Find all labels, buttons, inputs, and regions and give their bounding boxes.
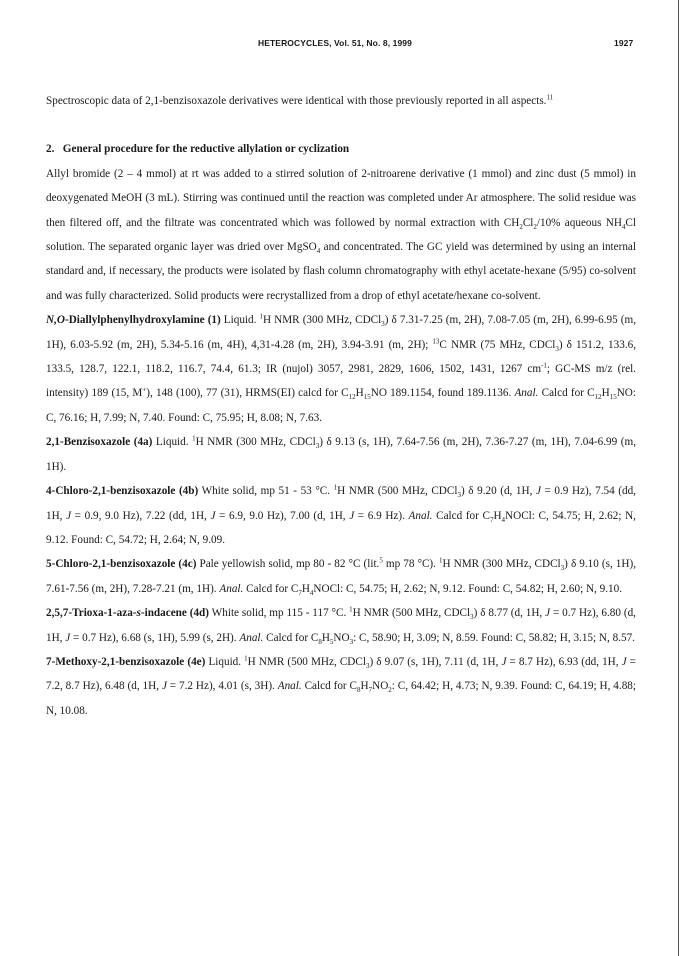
running-header	[0, 38, 683, 52]
compound-name: 4-Chloro-2,1-benzisoxazole (4b)	[46, 485, 199, 498]
compound-4d-entry: 2,5,7-Trioxa-1-aza-s-indacene (4d) White solid, mp 115 - 117 °C. $^1$H NMR (500 MHz, CDCl$_3$) δ 8.77 (d, 1H, J = 0.7 Hz), 6.80 (d, 1H, J = 0.7 Hz), 6.68 (s, 1H), 5.99 (s, 2H). Anal. Calcd for $C_8H_5NO_3$: C, 58.90; H, 3.09; N, 8.59. Found: C, 58.82; H, 3.15; N, 8.57.	[46, 605, 636, 646]
compound-name: 5-Chloro-2,1-benzisoxazole (4c)	[46, 558, 197, 571]
compound-name: N,O-Diallylphenylhydroxylamine (1)	[46, 314, 221, 327]
page-body	[46, 89, 636, 723]
compound-1-entry: N,O-Diallylphenylhydroxylamine (1) Liquid. $^1$H NMR (300 MHz, CDCl$_3$) δ 7.31-7.25 (m, 2H), 7.08-7.05 (m, 2H), 6.99-6.95 (m, 1H), 6.03-5.92 (m, 2H), 5.34-5.16 (m, 4H), 4,31-4.28 (m, 2H), 3.94-3.91 (m, 2H); $^{13}$C NMR (75 MHz, CDCl$_3$) δ 151.2, 133.6, 133.5, 128.7, 122.1, 118.2, 116.7, 74.4, 61.3; IR (nujol) 3057, 2981, 2829, 1606, 1502, 1431, 1267 $cm^{-1}$; GC-MS m/z (rel. intensity) 189 (15, M+), 148 (100), 77 (31), HRMS(EI) calcd for $C_{12}H_{15}NO$ 189.1154, found 189.1136. Anal. Calcd for $C_{12}H_{15}NO$: C, 76.16; H, 7.99; N, 7.40. Found: C, 75.95; H, 8.08; N, 7.63.	[46, 312, 637, 424]
compound-4c-entry: 5-Chloro-2,1-benzisoxazole (4c) Pale yellowish solid, mp 80 - 82 °C (lit.$^5$ mp 78 °C). $^1$H NMR (300 MHz, CDCl$_3$) δ 9.10 (s, 1H), 7.61-7.56 (m, 2H), 7.28-7.21 (m, 1H). Anal. Calcd for $C_7H_4NOCl$: C, 54.75; H, 2.62; N, 9.12. Found: C, 54.82; H, 2.60; N, 9.10.	[46, 556, 637, 597]
intro-paragraph: Spectroscopic data of 2,1-benzisoxazole derivatives were identical with those previously reported in all aspects.$^{11}$	[46, 93, 554, 107]
general-procedure-paragraph: Allyl bromide (2 – 4 mmol) at rt was added to a stirred solution of 2-nitroarene derivative (1 mmol) and zinc dust (5 mmol) in deoxygenated MeOH (3 mL). Stirring was continued until the reaction was completed under Ar atmosphere. The solid residue was then filtered off, and the filtrate was concentrated which was followed by normal extraction with $CH_2Cl_2/10\%$ aqueous $NH_4Cl$ solution. The separated organic layer was dried over MgSO$_4$ and concentrated. The GC yield was determined by using an internal standard and, if necessary, the products were isolated by flash column chromatography with ethyl acetate-hexane (5/95) co-solvent and was fully characterized. Solid products were recrystallized from a drop of ethyl acetate/hexane co-solvent.	[46, 167, 637, 302]
compound-name: 2,1-Benzisoxazole (4a)	[46, 436, 153, 449]
page-edge-rule	[678, 0, 679, 956]
compound-name: 2,5,7-Trioxa-1-aza-s-indacene (4d)	[46, 607, 210, 620]
page-number: 1927	[614, 38, 634, 48]
compound-name: 7-Methoxy-2,1-benzisoxazole (4e)	[46, 655, 206, 668]
compound-4b-entry: 4-Chloro-2,1-benzisoxazole (4b) White solid, mp 51 - 53 °C. $^1$H NMR (500 MHz, CDCl$_3$) δ 9.20 (d, 1H, J = 0.9 Hz), 7.54 (dd, 1H, J = 0.9, 9.0 Hz), 7.22 (dd, 1H, J = 6.9, 9.0 Hz), 7.00 (d, 1H, J = 6.9 Hz). Anal. Calcd for $C_7H_4NOCl$: C, 54.75; H, 2.62; N, 9.12. Found: C, 54.72; H, 2.64; N, 9.09.	[46, 483, 636, 546]
journal-citation: HETEROCYCLES, Vol. 51, No. 8, 1999	[258, 38, 412, 48]
compound-4e-entry: 7-Methoxy-2,1-benzisoxazole (4e) Liquid. $^1$H NMR (500 MHz, CDCl$_3$) δ 9.07 (s, 1H), 7.11 (d, 1H, J = 8.7 Hz), 6.93 (dd, 1H, J = 7.2, 8.7 Hz), 6.48 (d, 1H, J = 7.2 Hz), 4.01 (s, 3H). Anal. Calcd for $C_8H_7NO_2$: C, 64.42; H, 4.73; N, 9.39. Found: C, 64.19; H, 4.88; N, 10.08.	[46, 654, 636, 717]
reference-mark: 11	[546, 93, 554, 102]
section-heading: 2. General procedure for the reductive allylation or cyclization	[46, 143, 350, 156]
compound-4a-entry: 2,1-Benzisoxazole (4a) Liquid. $^1$H NMR (300 MHz, CDCl$_3$) δ 9.13 (s, 1H), 7.64-7.56 (m, 2H), 7.36-7.27 (m, 1H), 7.04-6.99 (m, 1H).	[46, 434, 636, 473]
